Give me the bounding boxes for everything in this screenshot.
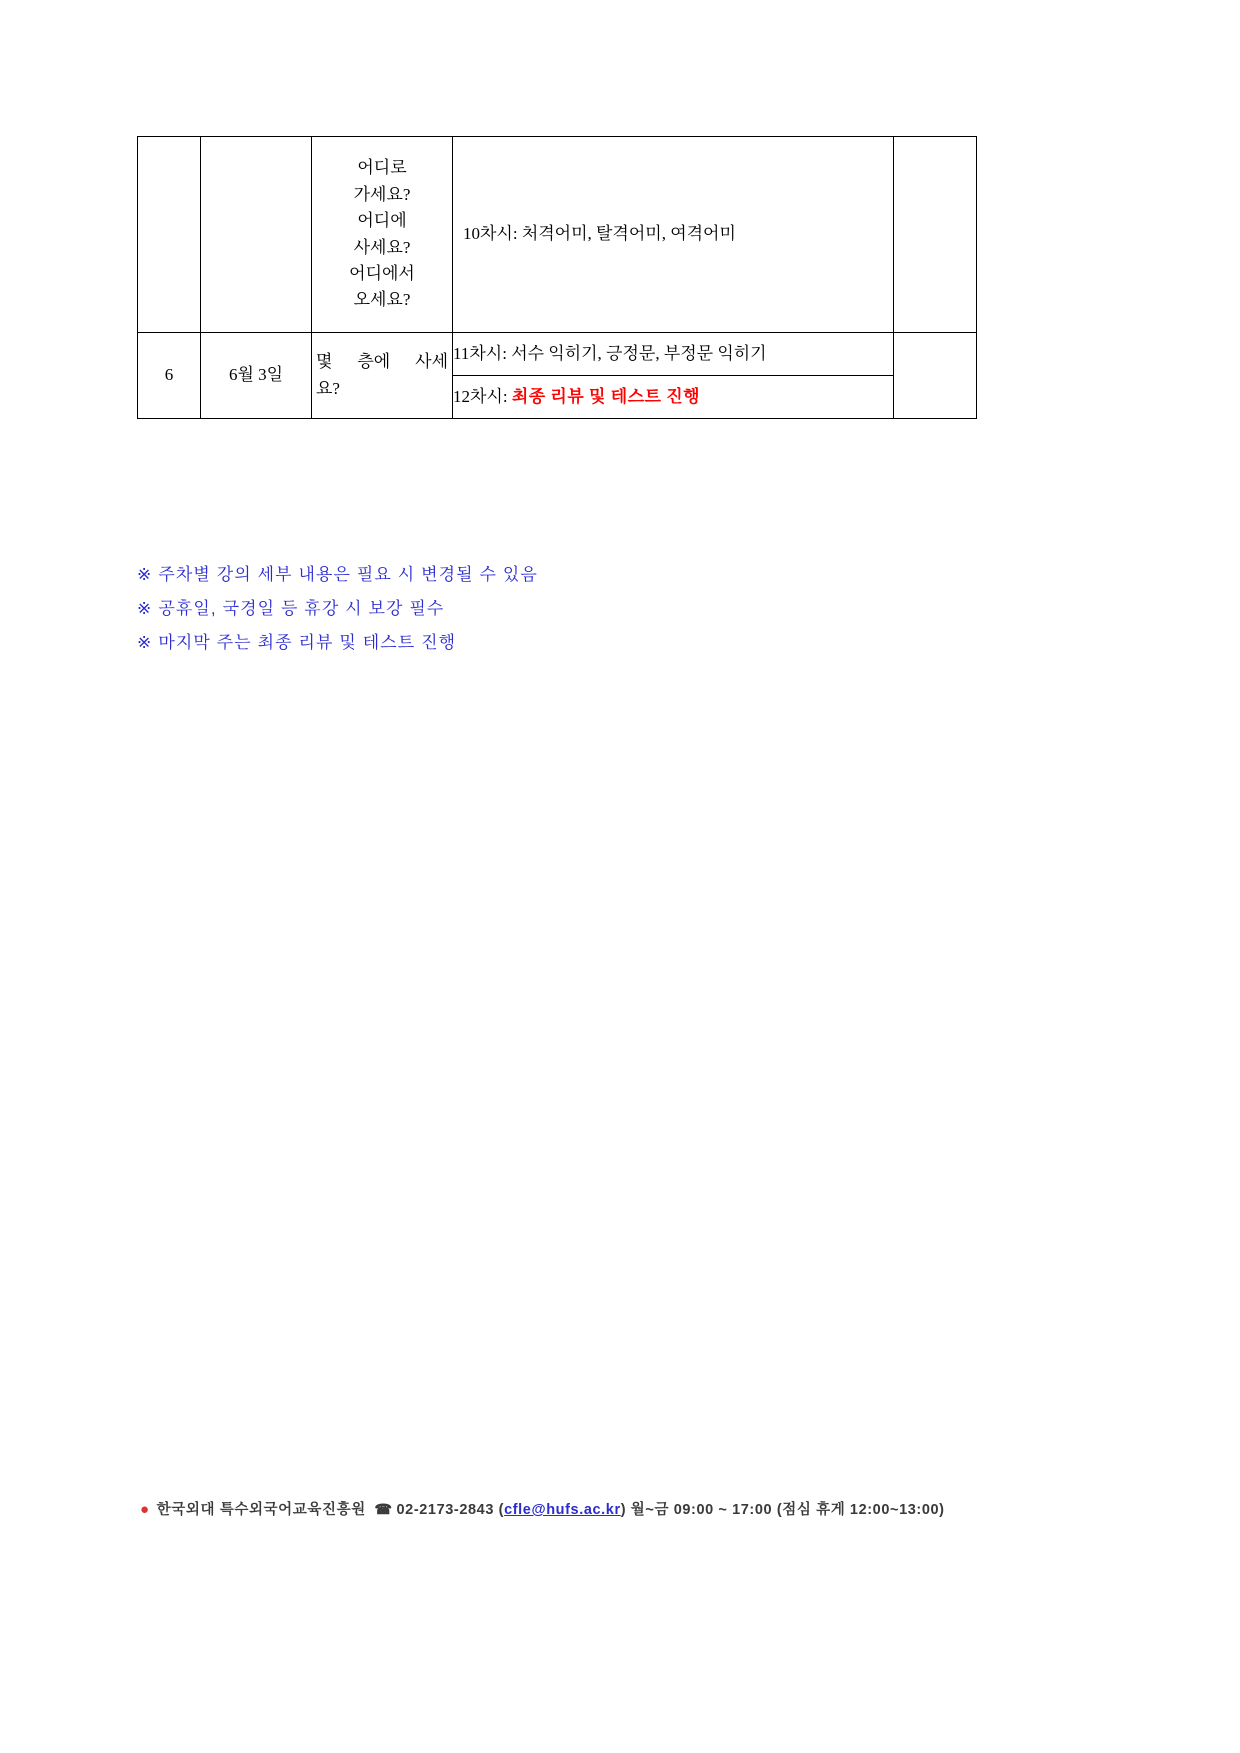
- footer-hours: 월~금 09:00 ~ 17:00 (점심 휴게 12:00~13:00): [630, 1502, 945, 1518]
- schedule-table: [137, 136, 977, 419]
- cell-date: 6월 3일: [201, 333, 312, 419]
- footer-email-paren-close: ): [620, 1502, 627, 1518]
- note-mark-icon: ※: [137, 565, 153, 584]
- footer-org: 한국외대 특수외국어교육진흥원: [156, 1502, 366, 1518]
- cell-topic: [312, 137, 453, 333]
- note-mark-icon: ※: [137, 599, 153, 618]
- detail-text: 서수 익히기, 긍정문, 부정문 익히기: [511, 343, 767, 363]
- cell-detail: [453, 137, 894, 333]
- schedule-table-container: [137, 136, 971, 419]
- cell-detail: [453, 376, 894, 419]
- detail-label: 11차시:: [453, 343, 512, 363]
- cell-week-number: [138, 137, 201, 333]
- note-text: 공휴일, 국경일 등 휴강 시 보강 필수: [158, 599, 445, 618]
- topic-line: 가세요?: [353, 184, 411, 204]
- notes-list: [137, 558, 937, 660]
- cell-topic: [312, 333, 453, 419]
- note-item: [137, 626, 937, 660]
- cell-note: [894, 137, 977, 333]
- footer-phone: 02-2173-2843: [396, 1502, 494, 1518]
- topic-line: 어디로: [357, 158, 407, 178]
- detail-label: 12차시:: [453, 386, 512, 406]
- bullet-icon: ●: [140, 1501, 150, 1518]
- cell-detail: [453, 333, 894, 376]
- table-row: [138, 137, 977, 333]
- note-text: 주차별 강의 세부 내용은 필요 시 변경될 수 있음: [158, 565, 538, 584]
- topic-line: 사세요?: [353, 237, 411, 257]
- footer-email-paren-open: (: [498, 1502, 505, 1518]
- note-item: [137, 592, 937, 626]
- cell-note: [894, 333, 977, 419]
- cell-week-number: 6: [138, 333, 201, 419]
- detail-line: 10차시: 처격어미, 탈격어미, 여격어미: [463, 224, 736, 244]
- note-mark-icon: ※: [137, 633, 153, 652]
- note-item: [137, 558, 937, 592]
- footer-email-link[interactable]: cfle@hufs.ac.kr: [504, 1502, 621, 1518]
- topic-line: 몇 층에 사세: [316, 352, 448, 372]
- detail-text-highlighted: 최종 리뷰 및 테스트 진행: [511, 386, 701, 406]
- topic-line: 요?: [316, 378, 340, 398]
- cell-date: [201, 137, 312, 333]
- topic-line: 어디에: [357, 211, 407, 231]
- note-text: 마지막 주는 최종 리뷰 및 테스트 진행: [158, 633, 457, 652]
- page-footer: [140, 1498, 1100, 1519]
- phone-icon: ☎: [374, 1501, 393, 1517]
- table-row: [138, 333, 977, 376]
- topic-line: 오세요?: [353, 290, 411, 310]
- topic-line: 어디에서: [349, 263, 415, 283]
